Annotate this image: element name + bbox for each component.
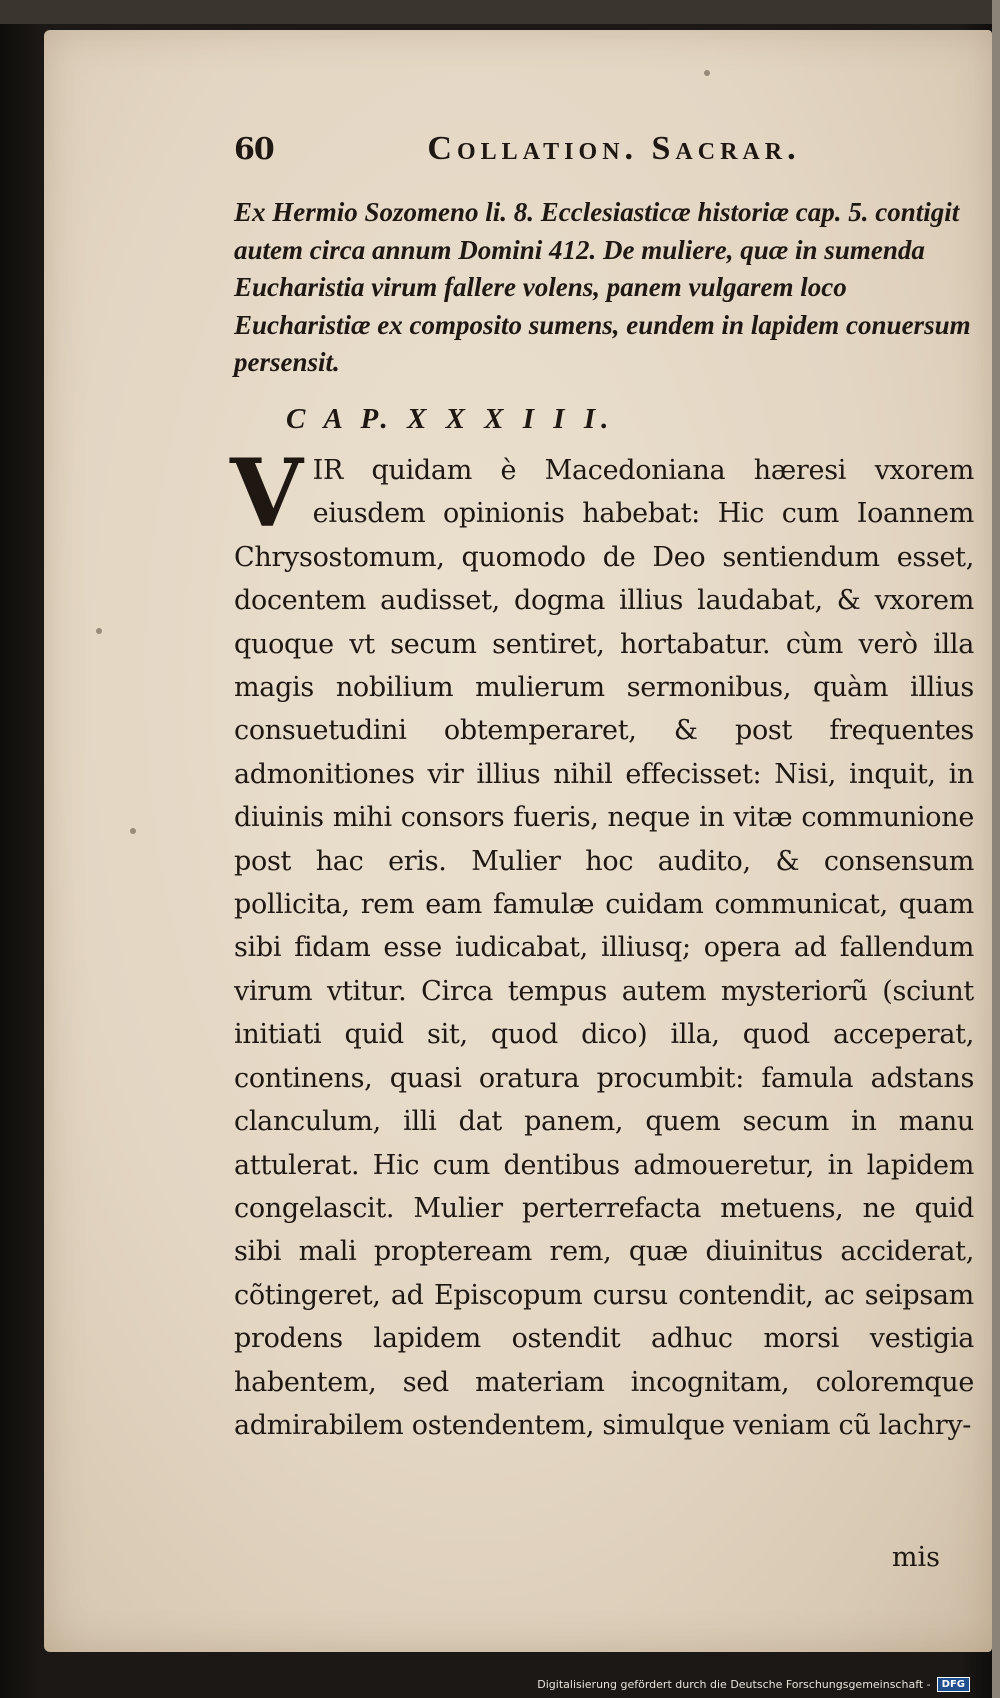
running-title: Collation. Sacrar. xyxy=(427,130,801,167)
chapter-heading: C A P. X X X I I I. xyxy=(286,403,615,435)
body-text: IR quidam è Macedoniana hæresi vxorem eiusdem opinionis habebat: Hic cum Ioannem Chrysostomum, quomodo de Deo sentiendum esset, docentem audisset, dogma illius laudabat, & vxorem quoque vt secum sentiret, hortabatur. cùm verò illa magis nobilium mulierum sermonibus, quàm illius consuetudini obtemperaret, & post frequentes admonitiones vir illius nihil effecisset: Nisi, inquit, in diuinis mihi consors fueris, neque in vitæ communione post hac eris. Mulier hoc audito, & consensum pollicita, rem eam famulæ cuidam communicat, quam sibi fidam esse iudicabat, illiusq; opera ad fallendum virum vtitur. Circa tempus autem mysteriorũ (sciunt initiati quid sit, quod dico) illa, quod acceperat, continens, quasi oratura procumbit: famula adstans clanculum, illi dat panem, quem secum in manu attulerat. Hic cum dentibus admoueretur, in lapidem congelascit. Mulier perterrefacta metuens, ne quid sibi mali propteream rem, quæ diuinitus acciderat, cõtingeret, ad Episcopum cursu contendit, ac seipsam prodens lapidem ostendit adhuc morsi vestigia habentem, sed materiam incognitam, coloremque admirabilem ostendentem, simulque veniam cũ lachry- xyxy=(234,455,974,1441)
page-text-block xyxy=(230,130,974,1447)
drop-cap: V xyxy=(230,439,303,549)
scanner-right-edge xyxy=(992,0,1000,1698)
running-head xyxy=(234,130,974,194)
credit-text: Digitalisierung gefördert durch die Deutsche Forschungsgemeinschaft - xyxy=(537,1678,931,1691)
page-number: 60 xyxy=(234,132,274,167)
scanner-top-edge xyxy=(0,0,1000,24)
catchword: mis xyxy=(891,1542,940,1573)
body-paragraph xyxy=(230,439,974,1447)
digitization-credit xyxy=(537,1677,970,1692)
book-page xyxy=(44,30,992,1652)
chapter-summary: Ex Hermio Sozomeno li. 8. Ecclesiasticæ historiæ cap. 5. contigit autem circa annum Domini 412. De muliere, quæ in sumenda Eucharistia virum fallere volens, panem vulgarem loco Eucharistiæ ex composito sumens, eundem in lapidem conuersum persensit. xyxy=(234,197,971,377)
dfg-logo-icon: DFG xyxy=(937,1677,970,1692)
page-blemish xyxy=(130,828,136,834)
page-blemish xyxy=(704,70,710,76)
page-blemish xyxy=(96,628,102,634)
